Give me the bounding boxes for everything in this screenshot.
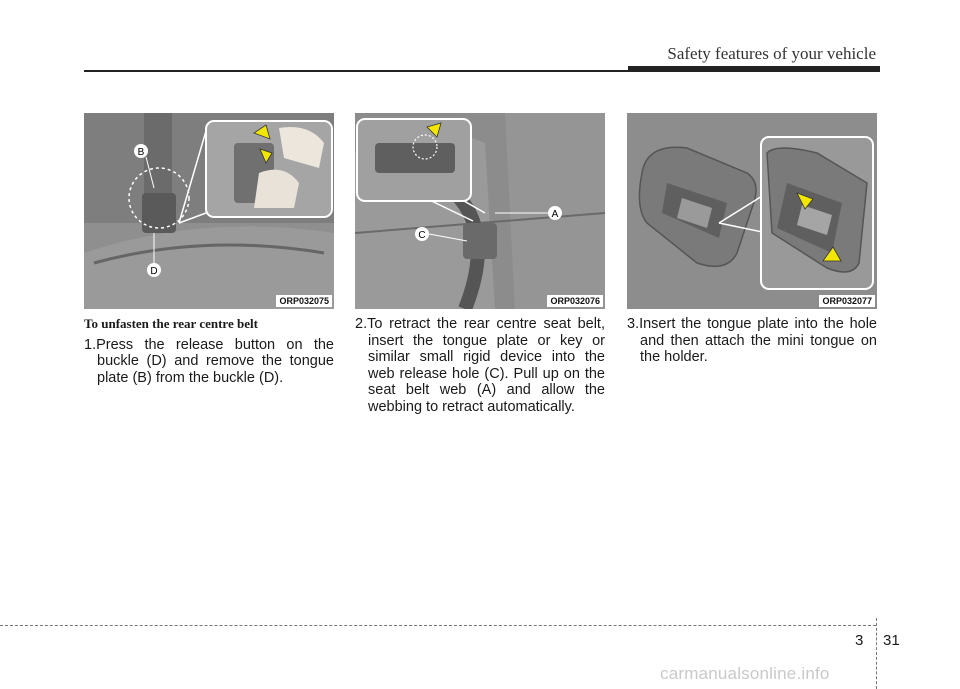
header-rule-accent (628, 66, 880, 72)
figure-code: ORP032075 (276, 295, 332, 307)
footer-divider (0, 625, 876, 626)
figure-retract-illustration (355, 113, 605, 309)
step-2-text: 2.To retract the rear centre seat belt, insert the tongue plate or key or similar small rigid device into the web release hole (C). Pull up on the seat belt web (A) and allow the webbing to retract automatically. (355, 316, 605, 415)
column-1 (84, 316, 334, 386)
figure-code: ORP032076 (547, 295, 603, 307)
section-subheading: To unfasten the rear centre belt (84, 316, 258, 331)
page-number: 31 (883, 632, 900, 649)
step-1-text: 1.Press the release button on the buckle (D) and remove the tongue plate (B) from the buckle (D). (84, 336, 334, 386)
column-3 (627, 316, 877, 366)
figure-buckle-release (84, 113, 334, 309)
label-c: C (418, 230, 426, 241)
header-title: Safety features of your vehicle (667, 44, 876, 63)
section-number: 3 (855, 632, 864, 649)
footer-vertical-divider (876, 618, 877, 689)
watermark: carmanualsonline.info (660, 664, 830, 683)
step-3-text: 3.Insert the tongue plate into the hole and then attach the mini tongue on the holder. (627, 316, 877, 365)
column-2 (355, 316, 605, 415)
label-d: D (150, 266, 158, 277)
label-b: B (137, 147, 145, 158)
figure-holder-illustration (627, 113, 877, 309)
figure-belt-retract (355, 113, 605, 309)
figure-code: ORP032077 (819, 295, 875, 307)
figure-tongue-holder (627, 113, 877, 309)
figure-buckle-illustration (84, 113, 334, 309)
label-a: A (551, 209, 559, 220)
